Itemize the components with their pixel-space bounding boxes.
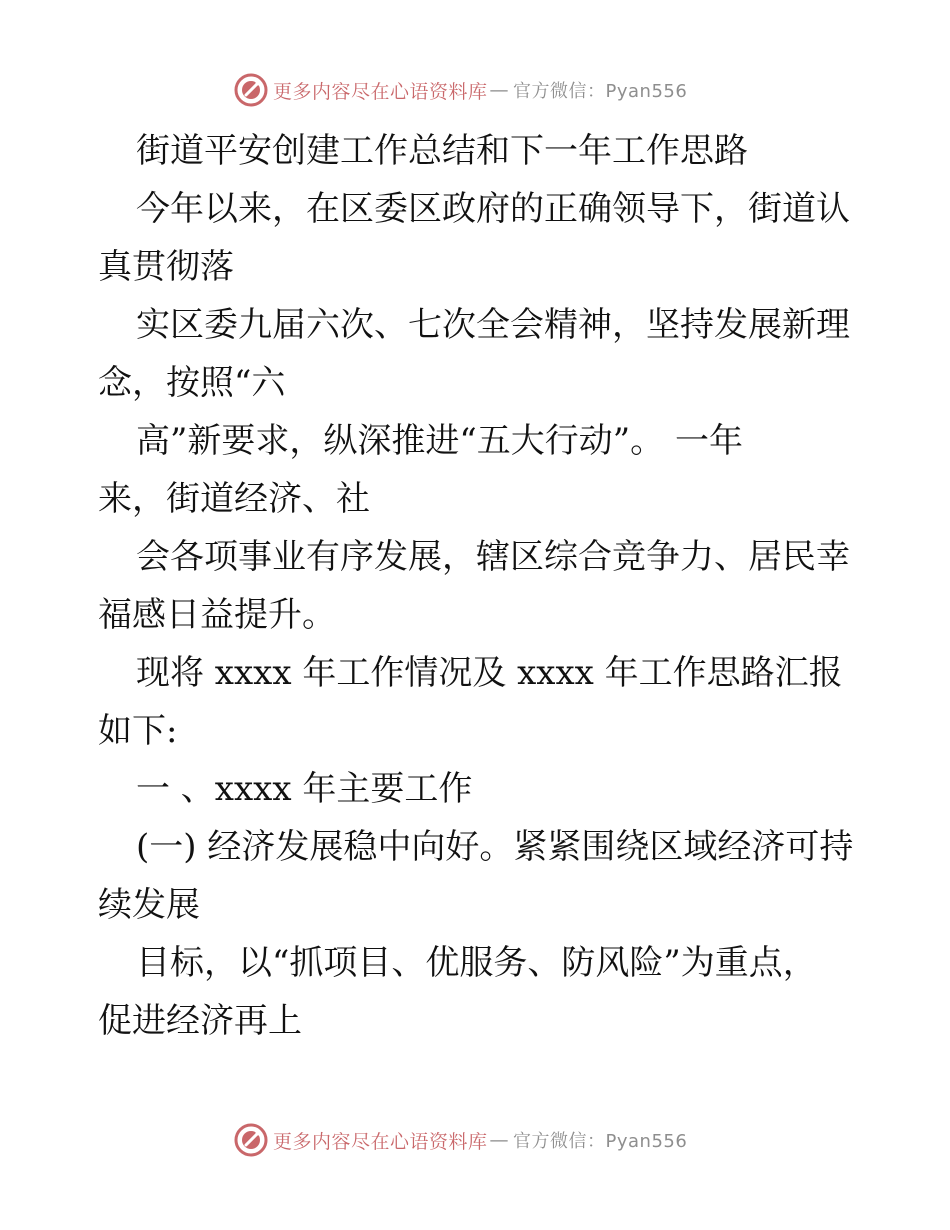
paragraph-line: 续发展 — [98, 885, 200, 925]
paragraph-line: 福感日益提升。 — [98, 595, 336, 635]
footer-watermark — [233, 1120, 687, 1160]
watermark-separator: — — [489, 79, 510, 101]
paragraph-line: 真贯彻落 — [98, 247, 234, 287]
watermark-brand: 更多内容尽在心语资料库 — [273, 1130, 488, 1153]
document-title: 街道平安创建工作总结和下一年工作思路 — [136, 131, 748, 171]
seal-logo-icon — [233, 72, 269, 108]
paragraph-line: 促进经济再上 — [98, 1001, 302, 1041]
paragraph-line: 今年以来，在区委区政府的正确领导下，街道认 — [136, 189, 850, 229]
document-body — [98, 122, 858, 1050]
paragraph-line: 来，街道经济、社 — [98, 479, 370, 519]
section-heading: 一 、xxxx 年主要工作 — [136, 769, 473, 809]
watermark-wechat: 官方微信：Pyan556 — [513, 81, 688, 102]
paragraph-line: 会各项事业有序发展，辖区综合竞争力、居民幸 — [136, 537, 850, 577]
header-watermark — [233, 70, 687, 110]
paragraph-line: 目标，以“抓项目、优服务、防风险”为重点， — [136, 943, 817, 983]
paragraph-line: 念，按照“六 — [98, 363, 286, 403]
watermark-brand: 更多内容尽在心语资料库 — [273, 80, 488, 103]
watermark-separator: — — [489, 1129, 510, 1151]
seal-logo-icon — [233, 1122, 269, 1158]
paragraph-line: 实区委九届六次、七次全会精神，坚持发展新理 — [136, 305, 850, 345]
paragraph-line: 现将 xxxx 年工作情况及 xxxx 年工作思路汇报 — [136, 653, 843, 693]
paragraph-line: 高”新要求，纵深推进“五大行动”。 一年 — [136, 421, 743, 461]
paragraph-line: (一) 经济发展稳中向好。紧紧围绕区域经济可持 — [136, 827, 854, 867]
watermark-wechat: 官方微信：Pyan556 — [513, 1131, 688, 1152]
paragraph-line: 如下: — [98, 711, 178, 751]
